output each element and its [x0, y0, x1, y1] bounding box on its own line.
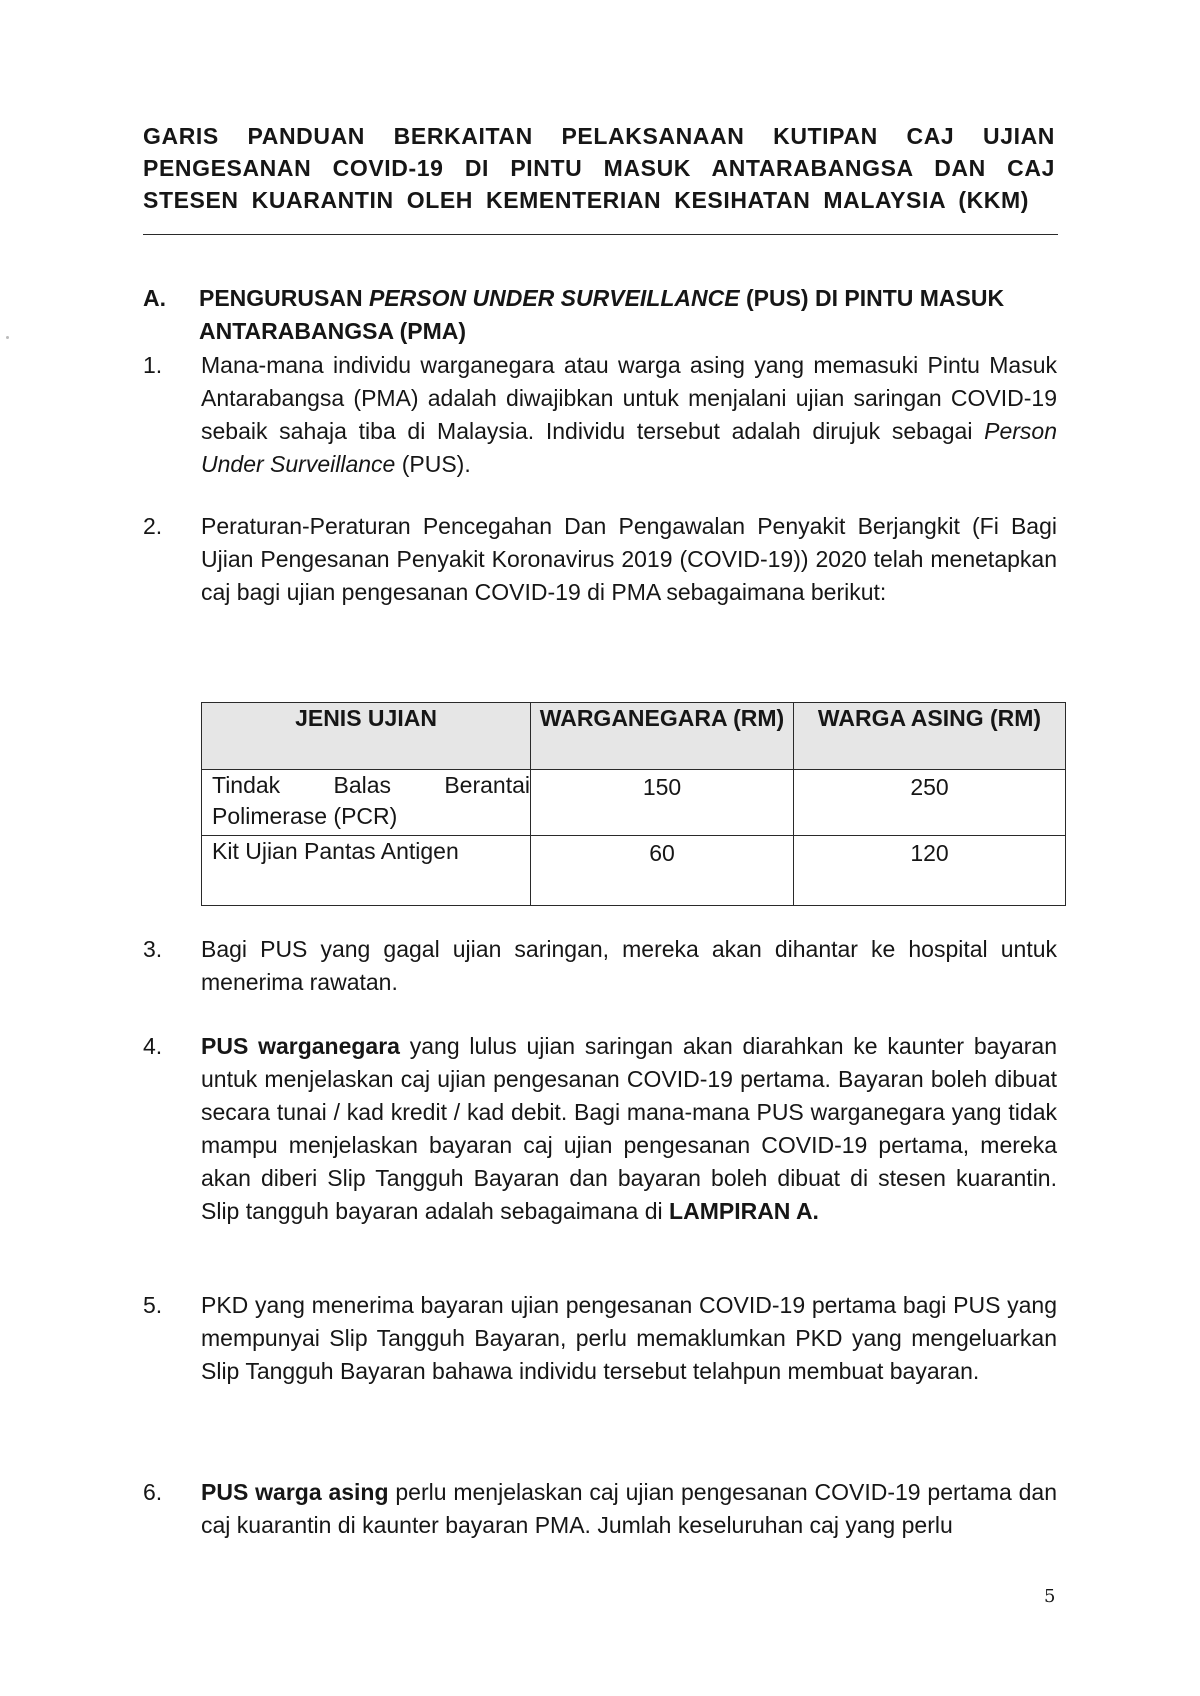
header-citizen: WARGANEGARA (RM): [531, 703, 794, 770]
item-text-part: yang lulus ujian saringan akan diarahkan ke kaunter bayaran untuk menjelaskan caj ujian pengesanan COVID-19 pertama. Bayaran boleh dibuat secara tunai / kad kredit / kad debit. Bagi mana-mana PUS warganegara yang tidak mampu menjelaskan bayaran caj ujian pengesanan COVID-19 pertama, mereka akan diberi Slip Tangguh Bayaran dan bayaran boleh dibuat di stesen kuarantin. Slip tangguh bayaran adalah sebagaimana di: [201, 1033, 1057, 1224]
test-type-cell: [202, 835, 531, 905]
item-text: [201, 349, 1057, 481]
table-row: [202, 835, 1066, 905]
item-text: Peraturan-Peraturan Pencegahan Dan Pengawalan Penyakit Berjangkit (Fi Bagi Ujian Pengesanan Penyakit Koronavirus 2019 (COVID-19)) 2020 telah menetapkan caj bagi ujian pengesanan COVID-19 di PMA sebagaimana berikut:: [201, 513, 1057, 605]
test-type-cell: [202, 770, 531, 836]
scan-speck: [6, 336, 9, 339]
document-title: GARIS PANDUAN BERKAITAN PELAKSANAAN KUTIPAN CAJ UJIAN PENGESANAN COVID-19 DI PINTU MASUK ANTARABANGSA DAN CAJ STESEN KUARANTIN OLEH KEMENTERIAN KESIHATAN MALAYSIA (KKM): [143, 123, 1055, 213]
page-number: 5: [1044, 1586, 1056, 1607]
title-underline: [143, 234, 1058, 235]
item-number: 3.: [143, 936, 163, 962]
test-type-line: Kit Ujian Pantas Antigen: [212, 837, 459, 864]
section-letter: A.: [143, 285, 166, 311]
item-text: [201, 1030, 1057, 1228]
table-header-row: [202, 703, 1066, 770]
item-number: 2.: [143, 513, 163, 539]
item-text-bold: PUS warga asing: [201, 1479, 389, 1505]
foreigner-fee-cell: 250: [794, 770, 1066, 836]
item-text-part: perlu menjelaskan caj ujian pengesanan COVID-19 pertama dan caj kuarantin di kaunter bayaran PMA. Jumlah keseluruhan caj yang perlu: [201, 1479, 1057, 1538]
table-row: [202, 770, 1066, 836]
item-text: Bagi PUS yang gagal ujian saringan, mereka akan dihantar ke hospital untuk menerima rawatan.: [201, 936, 1057, 995]
section-heading-part: (PUS) DI PINTU MASUK ANTARABANGSA (PMA): [199, 285, 1005, 344]
header-foreigner: WARGA ASING (RM): [794, 703, 1066, 770]
item-text-part: (PUS).: [395, 451, 471, 477]
test-type-line: Tindak Balas Berantai: [212, 772, 530, 798]
item-text: [201, 1476, 1057, 1542]
item-number: 6.: [143, 1479, 163, 1505]
header-test-type: JENIS UJIAN: [202, 703, 531, 770]
citizen-fee-cell: 150: [531, 770, 794, 836]
fee-table: [201, 702, 1066, 906]
item-text-italic: Person Under Surveillance: [201, 418, 1057, 477]
item-text-bold: PUS warganegara: [201, 1033, 400, 1059]
item-number: 1.: [143, 352, 163, 378]
test-type-line: Polimerase (PCR): [212, 803, 398, 829]
citizen-fee-cell: 60: [531, 835, 794, 905]
item-number: 4.: [143, 1033, 163, 1059]
section-heading-part: PENGURUSAN: [199, 285, 369, 311]
item-text-part: Mana-mana individu warganegara atau warga asing yang memasuki Pintu Masuk Antarabangsa (PMA) adalah diwajibkan untuk menjalani ujian saringan COVID-19 sebaik sahaja tiba di Malaysia. Individu tersebut adalah dirujuk sebagai: [201, 352, 1057, 444]
item-text-bold: LAMPIRAN A.: [669, 1198, 819, 1224]
item-number: 5.: [143, 1292, 163, 1318]
section-heading-italic: PERSON UNDER SURVEILLANCE: [368, 285, 740, 311]
item-text: PKD yang menerima bayaran ujian pengesanan COVID-19 pertama bagi PUS yang mempunyai Slip Tangguh Bayaran, perlu memaklumkan PKD yang mengeluarkan Slip Tangguh Bayaran bahawa individu tersebut telahpun membuat bayaran.: [201, 1292, 1057, 1384]
foreigner-fee-cell: 120: [794, 835, 1066, 905]
section-heading-text: [199, 282, 1059, 348]
